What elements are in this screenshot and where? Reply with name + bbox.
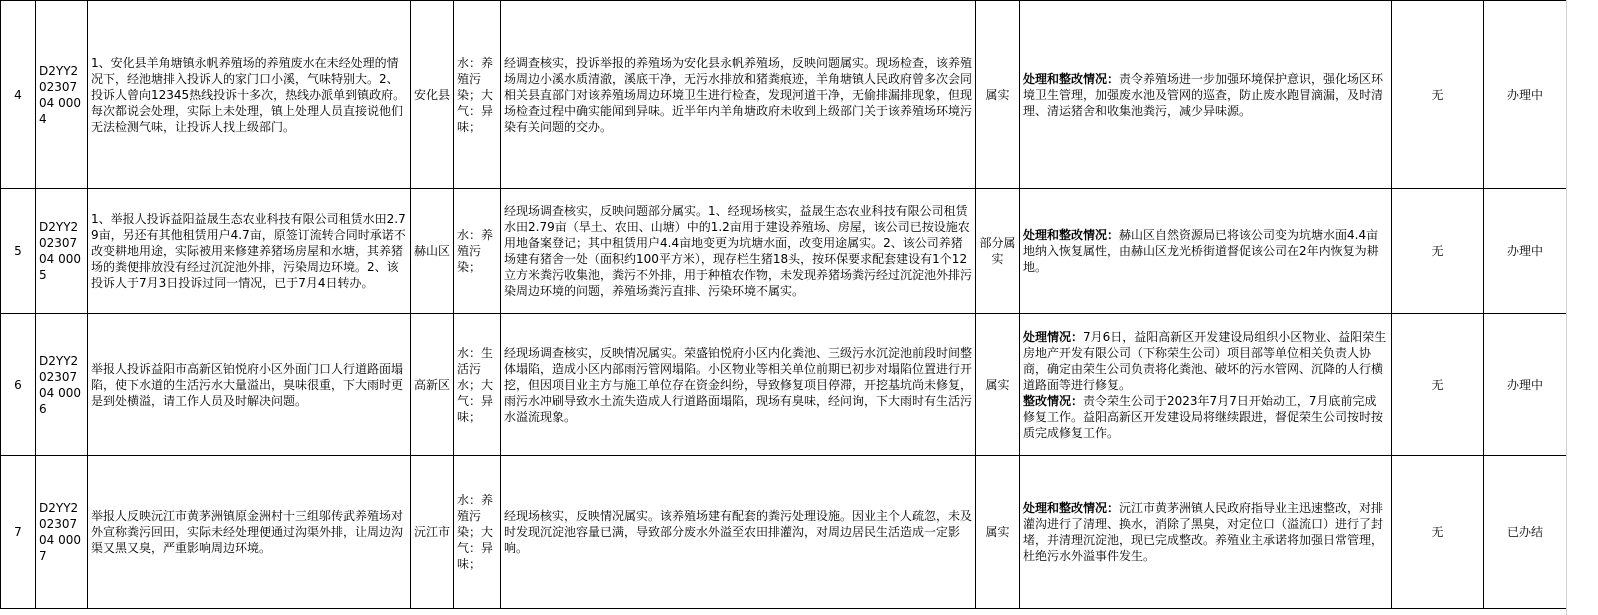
code-cell: D2YY20230704 0004 bbox=[36, 1, 88, 189]
pollution-type-cell: 水：养殖污染； bbox=[454, 189, 501, 314]
measures-label: 处理和整改情况： bbox=[1023, 71, 1120, 86]
measures-cell bbox=[1020, 1, 1392, 189]
measures-cell bbox=[1020, 314, 1392, 456]
measures-label: 处理和整改情况： bbox=[1023, 501, 1120, 515]
measures-text: 沅江市黄茅洲镇人民政府指导业主迅速整改，对排灌沟进行了清理、换水，消除了黑臭，对定位口（溢流口）进行了封堵，并清理沉淀池，现已完成整改。养殖业主承诺将加强日常管理，杜绝污水外溢事件发生。 bbox=[1023, 501, 1384, 563]
area-cell: 安化县 bbox=[411, 1, 454, 189]
pollution-type-cell: 水：养殖污染；大气：异味； bbox=[454, 1, 501, 189]
status-cell: 办理中 bbox=[1484, 1, 1567, 189]
measures-text: 7月6日，益阳高新区开发建设局组织小区物业、益阳荣生房地产开发有限公司（下称荣生公司）项目部等单位相关负责人协商，确定由荣生公司负责将化粪池、破坏的污水管网、沉降的人行横道路面等进行修复。 bbox=[1023, 329, 1387, 392]
verdict-cell: 属实 bbox=[976, 1, 1020, 189]
findings-cell: 经调查核实，投诉举报的养殖场为安化县永帆养殖场，反映问题属实。现场检查，该养殖场周边小溪水质清澈，溪底干净，无污水排放和猪粪痕迹，羊角塘镇人民政府曾多次会同相关县直部门对该养殖场周边环境卫生进行检查，发现河道干净，无偷排漏排现象，但现场检查过程中确实能闻到异味。近半年内羊角塘政府未收到上级部门关于该养殖场环境污染有关问题的交办。 bbox=[501, 1, 976, 189]
complaint-cell: 1、举报人投诉益阳益晟生态农业科技有限公司租赁水田2.79亩，另还有其他租赁用户4.7亩，原签订流转合同时承诺不改变耕地用途，实际被用来修建养猪场房屋和水塘，其养猪场的粪便排放没有经过沉淀池外排，污染周边环境。2、该投诉人于7月3日投诉过同一情况，已于7月4日转办。 bbox=[88, 189, 411, 314]
measures-label: 处理情况： bbox=[1023, 329, 1084, 344]
status-cell: 办理中 bbox=[1484, 314, 1567, 456]
seq-cell: 7 bbox=[1, 456, 36, 609]
findings-cell: 经现场调查核实，反映问题部分属实。1、经现场核实，益晟生态农业科技有限公司租赁水田2.79亩（旱土、农田、山塘）中的1.2亩用于建设养殖场、房屋，该公司已按设施农用地备案登记；其中租赁用户4.4亩地变更为坑塘水面，改变用途属实。2、该公司养猪场建有猪舍一处（面积约100平方米），现存栏生猪18头，按环保要求配套建设有1个12立方米粪污收集池，粪污不外排，用于种植农作物，未发现养猪场粪污经过沉淀池外排污染周边环境的问题，养殖场粪污直排、污染环境不属实。 bbox=[501, 189, 976, 314]
status-cell: 已办结 bbox=[1484, 456, 1567, 609]
seq-cell: 6 bbox=[1, 314, 36, 456]
verdict-cell: 属实 bbox=[976, 314, 1020, 456]
verdict-cell: 属实 bbox=[976, 456, 1020, 609]
rectification-label: 整改情况： bbox=[1023, 393, 1084, 408]
complaint-cell: 举报人投诉益阳市高新区铂悦府小区外面门口人行道路面塌陷，使下水道的生活污水大量溢出，臭味很重，下大雨时更是到处横溢，请工作人员及时解决问题。 bbox=[88, 314, 411, 456]
area-cell: 高新区 bbox=[411, 314, 454, 456]
accountability-cell: 无 bbox=[1392, 1, 1484, 189]
findings-cell: 经现场调查核实，反映情况属实。荣盛铂悦府小区内化粪池、三级污水沉淀池前段时间整体塌陷，造成小区内部雨污管网塌陷。小区物业等相关单位前期已初步对塌陷位置进行开挖，但因项目业主方与施工单位存在资金纠纷，导致修复项目停滞，开挖基坑尚未修复，雨污水冲刷导致水土流失造成人行道路面塌陷，现场有臭味，经问询，下大雨时有生活污水溢流现象。 bbox=[501, 314, 976, 456]
accountability-cell: 无 bbox=[1392, 189, 1484, 314]
measures-cell bbox=[1020, 456, 1392, 609]
status-cell: 办理中 bbox=[1484, 189, 1567, 314]
code-cell: D2YY20230704 0006 bbox=[36, 314, 88, 456]
verdict-cell: 部分属实 bbox=[976, 189, 1020, 314]
area-cell: 沅江市 bbox=[411, 456, 454, 609]
complaint-cell: 1、安化县羊角塘镇永帆养殖场的养殖废水在未经处理的情况下，经池塘排入投诉人的家门口小溪，气味特别大。2、投诉人曾向12345热线投诉十多次，热线办派单到镇政府。每次都说会处理，实际上未处理，镇上处理人员直接说他们无法检测气味，让投诉人找上级部门。 bbox=[88, 1, 411, 189]
code-cell: D2YY20230704 0005 bbox=[36, 189, 88, 314]
complaint-cell: 举报人反映沅江市黄茅洲镇原金洲村十三组邬传武养殖场对外宣称粪污回田，实际未经处理便通过沟渠外排，让周边沟渠又黑又臭，严重影响周边环境。 bbox=[88, 456, 411, 609]
spreadsheet-gridline bbox=[1566, 0, 1567, 615]
measures-text: 责令养殖场进一步加强环境保护意识，强化场区环境卫生管理，加强废水池及管网的巡查，防止废水跑冒滴漏，及时清理、清运猪舍和收集池粪污，减少异味源。 bbox=[1023, 71, 1384, 118]
rectification-text: 责令荣生公司于2023年7月7日开始动工，7月底前完成修复工作。益阳高新区开发建设局将继续跟进，督促荣生公司按时按质完成修复工作。 bbox=[1023, 393, 1384, 440]
findings-cell: 经现场核实，反映情况属实。该养殖场建有配套的粪污处理设施。因业主个人疏忽，未及时发现沉淀池容量已满，导致部分废水外溢至农田排灌沟，对周边居民生活造成一定影响。 bbox=[501, 456, 976, 609]
accountability-cell: 无 bbox=[1392, 314, 1484, 456]
area-cell: 赫山区 bbox=[411, 189, 454, 314]
table-row bbox=[1, 456, 1567, 609]
seq-cell: 5 bbox=[1, 189, 36, 314]
measures-label: 处理和整改情况： bbox=[1023, 228, 1120, 242]
accountability-cell: 无 bbox=[1392, 456, 1484, 609]
seq-cell: 4 bbox=[1, 1, 36, 189]
table-row bbox=[1, 314, 1567, 456]
pollution-type-cell: 水：生活污水；大气：异味； bbox=[454, 314, 501, 456]
table-row bbox=[1, 1, 1567, 189]
measures-cell bbox=[1020, 189, 1392, 314]
measures-text: 赫山区自然资源局已将该公司变为坑塘水面4.4亩地纳入恢复属性，由赫山区龙光桥街道督促该公司在2年内恢复为耕地。 bbox=[1023, 228, 1379, 274]
table-row bbox=[1, 189, 1567, 314]
pollution-type-cell: 水：养殖污染；大气：异味； bbox=[454, 456, 501, 609]
code-cell: D2YY20230704 0007 bbox=[36, 456, 88, 609]
